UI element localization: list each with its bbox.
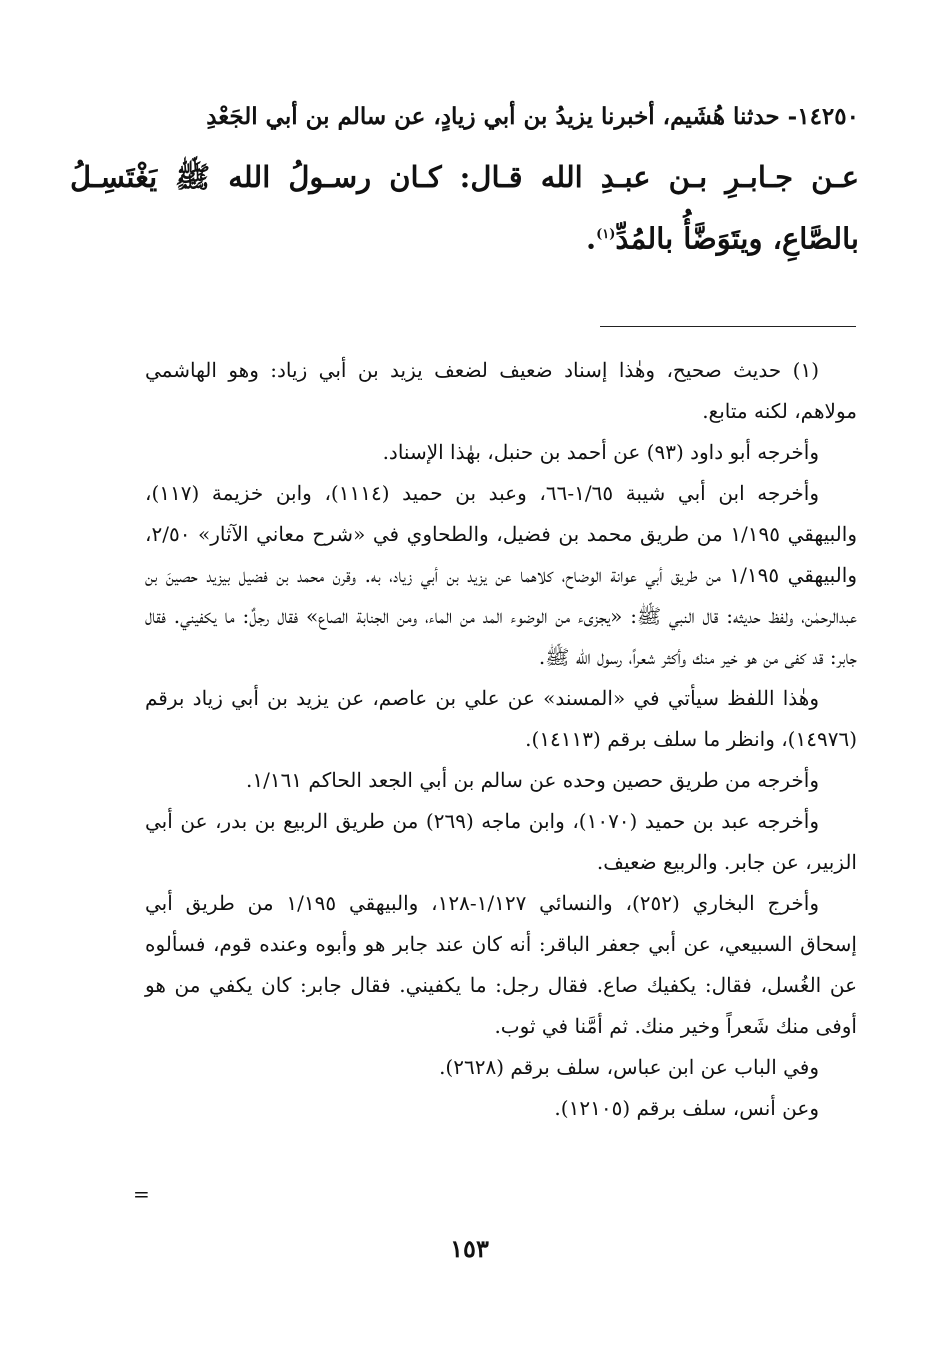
hadith-matn [70, 148, 859, 268]
footnote-paragraph: وعن أنس، سلف برقم (١٢١٠٥). [554, 1096, 819, 1120]
footnote-paragraph: وأخرجه أبو داود (٩٣) عن أحمد بن حنبل، بهٰذا الإسناد. [382, 440, 819, 464]
footnote-paragraph: وهٰذا اللفظ سيأتي في «المسند» عن علي بن عاصم، عن يزيد بن أبي زياد برقم (١٤٩٧٦)، وانظر ما سلف برقم (١٤١١٣). [145, 686, 857, 751]
footnote-reference: (١) [596, 227, 616, 242]
hadith-isnad [70, 92, 859, 142]
page-number: ١٥٣ [450, 1234, 489, 1263]
matn-line-2: بالصَّاعِ، ويتَوَضَّأُ بالمُدِّ [615, 221, 859, 256]
isnad-line-2: الجَعْدِ [206, 103, 258, 130]
hadith-block [70, 92, 859, 268]
matn-line-1: عـن جـابـرِ بـن عبـدِ الله قـال: كـان رسـولُ الله ﷺ يَغْتَسِـلُ [70, 160, 859, 194]
footnote-paragraph: وأخرجه ابن أبي شيبة ١/٦٥-٦٦، وعبد بن حميد (١١١٤)، وابن خزيمة (١١٧)، والبيهقي ١/١٩٥ من طريق محمد بن فضيل، والطحاوي في «شرح معاني الآثار» ٢/٥٠، والبيهقي ١/١٩٥ من طريق أبي عوانة الوضاح، كلاهما عن يزيد بن أبي زياد، به. وقرن محمد بن فضيل بيزيد حصينَ بن عبدالرحمٰن، ولفظ حديثه: قال النبي ﷺ: «يجزىء من الوضوء المد من الماء، ومن الجنابة الصاع» فقال رجلٌ: ما يكفيني. فقال جابر: قد كفى من هو خير منك وأكثر شعراً، رسول الله ﷺ. [145, 481, 857, 669]
footnote-paragraph: وفي الباب عن ابن عباس، سلف برقم (٢٦٢٨). [439, 1055, 819, 1079]
footnotes [145, 350, 857, 1129]
footnote-paragraph: وأخرجه عبد بن حميد (١٠٧٠)، وابن ماجه (٢٦٩) من طريق الربيع بن بدر، عن أبي الزبير، عن جابر. والربيع ضعيف. [145, 809, 857, 874]
matn-end-punct: . [586, 221, 597, 256]
continuation-mark: = [133, 1182, 150, 1206]
footnote-paragraph: (١) حديث صحيح، وهٰذا إسناد ضعيف لضعف يزيد بن أبي زياد: وهو الهاشمي مولاهم، لكنه متابع. [145, 358, 857, 423]
isnad-line-1: ١٤٢٥٠- حدثنا هُشَيم، أخبرنا يزيدُ بن أبي زيادٍ، عن سالم بن أبي [265, 103, 859, 130]
footnote-separator [600, 326, 856, 327]
footnote-paragraph: وأخرجه من طريق حصين وحده عن سالم بن أبي الجعد الحاكم ١/١٦١. [245, 768, 819, 792]
footnote-paragraph: وأخرج البخاري (٢٥٢)، والنسائي ١/١٢٧-١٢٨، والبيهقي ١/١٩٥ من طريق أبي إسحاق السبيعي، عن أبي جعفر الباقر: أنه كان عند جابر هو وأبوه وعنده قوم، فسألوه عن الغُسل، فقال: يكفيك صاع. فقال رجل: ما يكفيني. فقال جابر: كان يكفي من هو أوفى منك شَعراً وخير منك. ثم أمَّنا في ثوب. [145, 891, 857, 1038]
